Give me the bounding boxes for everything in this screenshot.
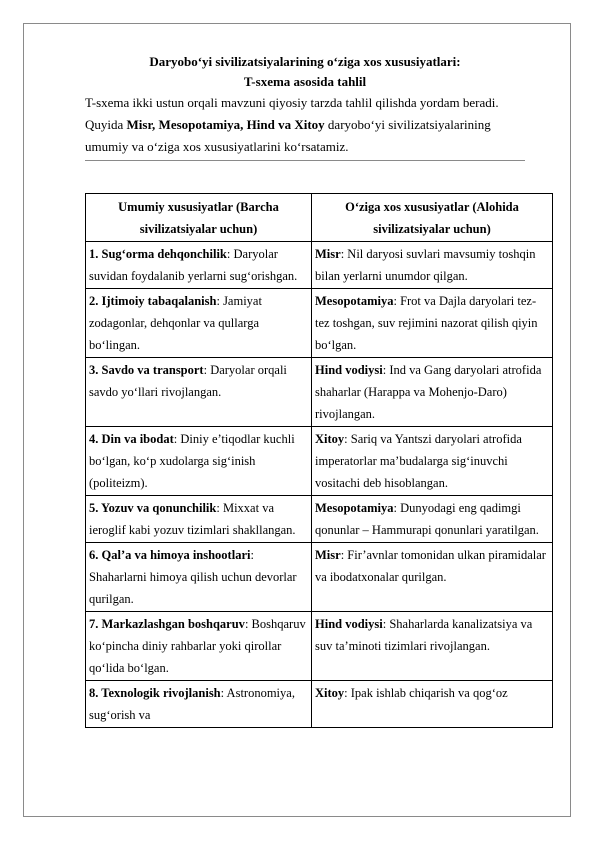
civilization-name: Hind vodiysi bbox=[315, 617, 383, 631]
feature-description: : Diniy e’tiqodlar kuchli bo‘lgan, ko‘p xudolarga sig‘inish (politeizm). bbox=[89, 432, 295, 490]
specific-feature-cell bbox=[312, 543, 553, 612]
feature-term: 3. Savdo va transport bbox=[89, 363, 204, 377]
general-feature-cell bbox=[86, 496, 312, 543]
feature-description: : Boshqaruv ko‘pincha diniy rahbarlar yoki qirollar qo‘lida bo‘lgan. bbox=[89, 617, 306, 675]
table-row bbox=[86, 289, 553, 358]
feature-description: : Ipak ishlab chiqarish va qog‘oz bbox=[344, 686, 508, 700]
intro-paragraph bbox=[85, 92, 525, 158]
specific-feature-cell bbox=[312, 358, 553, 427]
feature-description: : Frot va Dajla daryolari tez-tez toshgan, suv rejimini nazorat qilish qiyin bo‘lgan. bbox=[315, 294, 538, 352]
general-feature-cell bbox=[86, 612, 312, 681]
document-title-line-1: Daryobo‘yi sivilizatsiyalarining o‘ziga xos xususiyatlari: bbox=[149, 54, 461, 69]
specific-feature-cell bbox=[312, 427, 553, 496]
feature-description: : Daryolar suvidan foydalanib yerlarni sug‘orishgan. bbox=[89, 247, 298, 283]
header-specific-features: O‘ziga xos xususiyatlar (Alohida sivilizatsiyalar uchun) bbox=[312, 194, 553, 242]
feature-description: : Fir’avnlar tomonidan ulkan piramidalar va ibodatxonalar qurilgan. bbox=[315, 548, 546, 584]
specific-feature-cell bbox=[312, 681, 553, 728]
document-header bbox=[85, 52, 525, 161]
general-feature-cell bbox=[86, 427, 312, 496]
feature-term: 5. Yozuv va qonunchilik bbox=[89, 501, 217, 515]
general-feature-cell bbox=[86, 681, 312, 728]
feature-term: 6. Qal’a va himoya inshootlari bbox=[89, 548, 251, 562]
table-row bbox=[86, 681, 553, 728]
intro-sentence-1: T-sxema ikki ustun orqali mavzuni qiyosiy tarzda tahlil qilishda yordam beradi. bbox=[85, 95, 499, 110]
feature-term: 2. Ijtimoiy tabaqalanish bbox=[89, 294, 217, 308]
civilization-name: Misr bbox=[315, 247, 341, 261]
table-row bbox=[86, 543, 553, 612]
feature-term: 7. Markazlashgan boshqaruv bbox=[89, 617, 245, 631]
feature-description: : Mixxat va ieroglif kabi yozuv tizimlari shakllangan. bbox=[89, 501, 296, 537]
feature-description: : Shaharlarda kanalizatsiya va suv ta’minoti tizimlari rivojlangan. bbox=[315, 617, 533, 653]
civilization-name: Hind vodiysi bbox=[315, 363, 383, 377]
specific-feature-cell bbox=[312, 496, 553, 543]
table-row bbox=[86, 242, 553, 289]
general-feature-cell bbox=[86, 358, 312, 427]
general-feature-cell bbox=[86, 543, 312, 612]
feature-description: : Shaharlarni himoya qilish uchun devorlar qurilgan. bbox=[89, 548, 297, 606]
feature-description: : Daryolar orqali savdo yo‘llari rivojlangan. bbox=[89, 363, 287, 399]
civilization-name: Xitoy bbox=[315, 432, 345, 446]
feature-term: 8. Texnologik rivojlanish bbox=[89, 686, 221, 700]
feature-description: : Nil daryosi suvlari mavsumiy toshqin bilan yerlarni unumdor qilgan. bbox=[315, 247, 536, 283]
feature-term: 4. Din va ibodat bbox=[89, 432, 174, 446]
table-header-row bbox=[86, 194, 553, 242]
table-row bbox=[86, 358, 553, 427]
intro-bold-regions: Misr, Mesopotamiya, Hind va Xitoy bbox=[126, 117, 325, 132]
general-feature-cell bbox=[86, 289, 312, 358]
intro-suffix: daryobo‘yi sivilizatsiyalarining umumiy va o‘ziga xos xususiyatlarini ko‘rsatamiz. bbox=[85, 117, 491, 154]
feature-description: : Sariq va Yantszi daryolari atrofida imperatorlar ma’budalarga sig‘inuvchi vositachi deb hisoblangan. bbox=[315, 432, 522, 490]
header-general-features: Umumiy xususiyatlar (Barcha sivilizatsiyalar uchun) bbox=[86, 194, 312, 242]
table-row bbox=[86, 496, 553, 543]
feature-description: : Ind va Gang daryolari atrofida shaharlar (Harappa va Mohenjo-Daro) rivojlangan. bbox=[315, 363, 542, 421]
feature-description: : Dunyodagi eng qadimgi qonunlar – Hammurapi qonunlari yaratilgan. bbox=[315, 501, 539, 537]
civilization-name: Mesopotamiya bbox=[315, 294, 394, 308]
civilization-name: Mesopotamiya bbox=[315, 501, 394, 515]
feature-description: : Astronomiya, sug‘orish va bbox=[89, 686, 295, 722]
t-chart-table bbox=[85, 193, 553, 728]
section-divider bbox=[85, 160, 525, 161]
table-row bbox=[86, 612, 553, 681]
feature-description: : Jamiyat zodagonlar, dehqonlar va qullarga bo‘lingan. bbox=[89, 294, 262, 352]
general-feature-cell bbox=[86, 242, 312, 289]
feature-term: 1. Sug‘orma dehqonchilik bbox=[89, 247, 227, 261]
specific-feature-cell bbox=[312, 242, 553, 289]
intro-prefix: Quyida bbox=[85, 117, 127, 132]
document-title-line-2: T-sxema asosida tahlil bbox=[243, 74, 367, 89]
specific-feature-cell bbox=[312, 612, 553, 681]
table-row bbox=[86, 427, 553, 496]
specific-feature-cell bbox=[312, 289, 553, 358]
civilization-name: Misr bbox=[315, 548, 341, 562]
civilization-name: Xitoy bbox=[315, 686, 345, 700]
